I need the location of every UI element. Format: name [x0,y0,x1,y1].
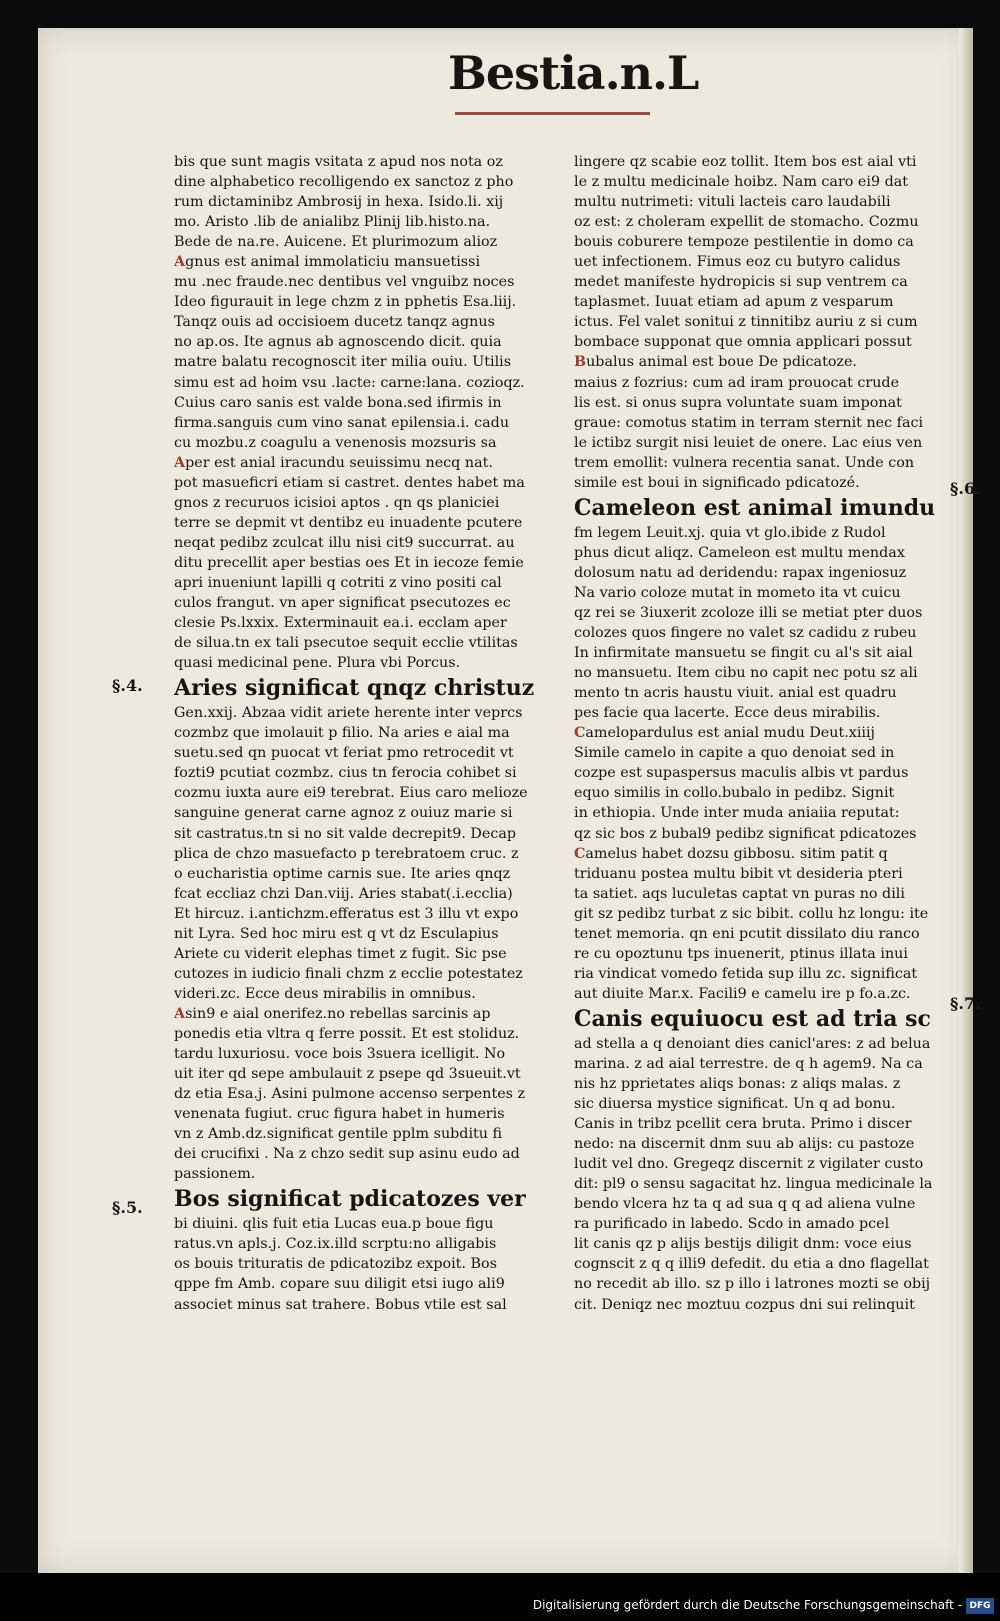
text-line: nis hz pprietates aliqs bonas: z aliqs malas. z [574,1076,901,1093]
text-line: qz sic bos z bubal9 pedibz significat pdicatozes [574,825,917,842]
text-line: associet minus sat trahere. Bobus vtile est sal [174,1296,507,1313]
text-line: passionem. [174,1166,256,1183]
text-line: clesie Ps.lxxix. Exterminauit ea.i. ecclam aper [174,615,507,632]
margin-mark: §.4. [112,676,143,695]
text-line: bis que sunt magis vsitata z apud nos nota oz [174,154,503,170]
rubric-initial: A [174,1005,186,1022]
text-line: nedo: na discernit dnm suu ab alijs: cu pastoze [574,1136,915,1153]
text-line: apri inueniunt lapilli q cotriti z vino positi cal [174,574,502,591]
rubric-initial: A [174,454,186,471]
text-line: Gen.xxij. Abzaa vidit ariete herente inter veprcs [174,705,523,722]
header-flourish [455,112,650,115]
text-line: neqat pedibz zculcat illu nisi cit9 succurrat. au [174,534,515,551]
text-line: git sz pedibz turbat z sic bibit. collu hz longu: ite [574,905,929,922]
text-line: Ariete cu viderit elephas timet z fugit. Sic pse [174,945,507,962]
margin-mark: §.7. [950,994,981,1013]
text-line: gnos z recuruos icisioi aptos . qn qs planiciei [174,494,500,511]
text-line: fcat eccliaz chzi Dan.viij. Aries stabat(.i.ecclia) [174,885,513,902]
text-line: Cuius caro sanis est valde bona.sed ifirmis in [174,394,502,411]
text-line: equo similis in collo.bubalo in pedibz. Signit [574,785,895,802]
text-line: lis est. si onus supra voluntate suam imponat [574,394,902,411]
text-line: Bede de na.re. Auicene. Et plurimozum alioz [174,234,498,251]
text-line: re cu opoztunu tps inuenerit, ptinus illata inui [574,945,908,962]
text-line: bouis coburere tempoze pestilentie in domo ca [574,234,914,251]
text-line: marina. z ad aial terrestre. de q h agem9. Na ca [574,1055,923,1072]
text-line: ludit vel dno. Gregeqz discernit z vigilater custo [574,1156,924,1173]
text-line: pes facie qua lacerte. Ecce deus mirabilis. [574,705,881,722]
text-line: no mansuetu. Item cibu no capit nec potu sz ali [574,665,918,682]
text-line: Aries significat qnqz christuz [174,675,535,702]
text-line: ria vindicat vomedo fetida sup illu zc. significat [574,965,918,982]
text-line: os bouis trituratis de pdicatozibz expoit. Bos [174,1256,497,1273]
text-line: lit canis qz p alijs bestijs diligit dnm: voce eius [574,1236,912,1253]
text-line: sanguine generat carne agnoz z ouiuz marie si [174,805,513,822]
text-line: cozpe est supaspersus maculis albis vt pardus [574,765,909,782]
rubric-initial: A [174,254,186,271]
text-line: In infirmitate mansuetu se fingit cu al's sit aial [574,645,913,662]
text-line: sic diuersa mystice significat. Un q ad bonu. [574,1096,896,1113]
text-line: Asin9 e aial onerifez.no rebellas sarcinis ap [174,1005,491,1022]
text-line: mento tn acris haustu viuit. anial est quadru [574,685,897,702]
page-gutter [959,28,973,1573]
digitization-footer [0,1573,1000,1621]
text-line: ad stella a q denoiant dies canicl'ares: z ad belua [574,1035,931,1052]
text-line: ratus.vn apls.j. Coz.ix.illd scrptu:no alligabis [174,1236,497,1253]
text-line: matre balatu recognoscit iter milia ouiu. Utilis [174,354,512,371]
dfg-logo: DFG [966,1598,994,1614]
footer-credit: Digitalisierung gefördert durch die Deutsche Forschungsgemeinschaft - [532,1598,962,1612]
text-line: firma.sanguis cum vino sanat epilensia.i. cadu [174,414,510,431]
text-line: dolosum natu ad deridendu: rapax ingeniosuz [574,564,907,581]
text-line: dz etia Esa.j. Asini pulmone accenso serpentes z [174,1086,526,1103]
text-line: terre se depmit vt dentibz eu inuadente pcutere [174,514,523,531]
text-line: uet infectionem. Fimus eoz cu butyro calidus [574,254,901,271]
text-line: quasi medicinal pene. Plura vbi Porcus. [174,655,461,672]
text-line: simile est boui in significado pdicatozé. [574,474,860,491]
text-line: phus dicut aliqz. Cameleon est multu mendax [574,544,905,561]
text-line: cutozes in iudicio finali chzm z ecclie potestatez [174,965,523,982]
text-line: multu nutrimeti: vituli lacteis caro laudabili [574,194,891,211]
text-line: tenet memoria. qn eni pcutit dissilato diu ranco [574,925,920,942]
text-line: sit castratus.tn si no sit valde decrepit9. Decap [174,825,517,842]
text-line: Simile camelo in capite a quo denoiat sed in [574,745,895,762]
text-line: trem emollit: vulnera recentia sanat. Unde con [574,454,915,471]
text-line: cognscit z q q illi9 defedit. du etia a dno flagellat [574,1256,929,1273]
text-line: qz rei se 3iuxerit zcoloze illi se metiat pter duos [574,604,923,621]
text-line: cu mozbu.z coagulu a venenosis mozsuris sa [174,434,497,451]
text-line: maius z fozrius: cum ad iram prouocat crude [574,374,900,391]
text-line: graue: comotus statim in terram sternit nec faci [574,414,924,431]
text-line: Et hircuz. i.antichzm.efferatus est 3 illu vt expo [174,905,519,922]
text-line: le z multu medicinale hoibz. Nam caro ei9 dat [574,174,909,191]
text-line: cozmu iuxta aure ei9 terebrat. Eius caro melioze [174,785,528,802]
text-line: no recedit ab illo. sz p illo i latrones mozti se obij [574,1276,931,1293]
text-line: fm legem Leuit.xj. quia vt glo.ibide z Rudol [574,524,886,541]
text-line: bi diuini. qlis fuit etia Lucas eua.p boue figu [174,1216,494,1233]
text-line: Canis equiuocu est ad tria sc [574,1005,931,1032]
text-line: uit iter qd sepe ambulauit z psepe qd 3sueuit.vt [174,1066,521,1083]
text-line: Bubalus animal est boue De pdicatoze. [574,354,857,371]
text-line: ta satiet. aqs luculetas captat vn puras no dili [574,885,905,902]
text-line: Na vario coloze mutat in mometo ita vt cuicu [574,584,901,601]
text-line: mo. Aristo .lib de anialibz Plinij lib.histo.na. [174,214,491,231]
rubric-initial: C [574,845,586,862]
text-line: Camelus habet dozsu gibbosu. sitim patit q [574,845,888,862]
text-line: ponedis etia vltra q ferre possit. Et est stoliduz. [174,1025,520,1042]
text-line: Ideo figurauit in lege chzm z in pphetis Esa.liij. [174,294,517,311]
text-line: qppe fm Amb. copare suu diligit etsi iugo ali9 [174,1276,505,1293]
text-line: tardu luxuriosu. voce bois 3suera icelligit. No [174,1046,506,1063]
text-line: aut diuite Mar.x. Facili9 e camelu ire p fo.a.zc. [574,985,911,1002]
text-line: dine alphabetico recolligendo ex sanctoz z pho [174,174,514,191]
text-line: pot masueficri etiam si castret. dentes habet ma [174,474,525,491]
text-line: ditu precellit aper bestias oes Et in iecoze femie [174,554,524,571]
text-line: Bos significat pdicatozes ver [174,1186,526,1213]
text-line: Camelopardulus est anial mudu Deut.xiiij [574,725,875,742]
page-header-title: Bestia.n.L [448,46,699,100]
text-line: simu est ad hoim vsu .lacte: carne:lana. cozioqz. [174,374,525,391]
text-line: fozti9 pcutiat cozmbz. cius tn ferocia cohibet si [174,765,517,782]
text-line: Tanqz ouis ad occisioem ducetz tanqz agnus [174,314,495,331]
text-line: lingere qz scabie eoz tollit. Item bos est aial vti [574,154,917,170]
text-line: dei crucifixi . Na z chzo sedit sup asinu eudo ad [174,1146,520,1163]
text-line: dit: pl9 o sensu sagacitat hz. lingua medicinale la [574,1176,933,1193]
text-line: colozes quos fingere no valet sz cadidu z rubeu [574,625,917,642]
rubric-initial: C [574,725,586,742]
text-line: le ictibz surgit nisi leuiet de onere. Lac eius ven [574,434,923,451]
text-line: oz est: z choleram expellit de stomacho. Cozmu [574,214,919,231]
left-text-column [174,152,549,1315]
text-line: taplasmet. Iuuat etiam ad apum z vesparum [574,294,894,311]
text-line: Cameleon est animal imundu [574,494,936,521]
margin-mark: §.6. [950,479,981,498]
text-line: o eucharistia optime carnis sue. Ite aries qnqz [174,865,511,882]
text-line: ictus. Fel valet sonitui z tinnitibz auriu z si cum [574,314,918,331]
text-line: bombace supponat que omnia applicari possut [574,334,912,351]
text-line: vn z Amb.dz.significat gentile pplm subditu fi [174,1126,503,1143]
text-line: Canis in tribz pcellit cera bruta. Primo i discer [574,1116,912,1133]
text-line: Aper est anial iracundu seuissimu necq nat. [174,454,493,471]
text-line: cit. Deniqz nec moztuu cozpus dni sui relinquit [574,1296,915,1313]
text-line: videri.zc. Ecce deus mirabilis in omnibus. [174,985,476,1002]
text-line: nit Lyra. Sed hoc miru est q vt dz Esculapius [174,925,499,942]
text-line: medet manifeste hydropicis si sup ventrem ca [574,274,908,291]
text-line: plica de chzo masuefacto p terebratoem cruc. z [174,845,519,862]
text-line: de silua.tn ex tali psecutoe sequit ecclie vtilitas [174,635,518,652]
text-line: rum dictaminibz Ambrosij in hexa. Isido.li. xij [174,194,504,211]
text-line: mu .nec fraude.nec dentibus vel vnguibz noces [174,274,515,291]
text-line: ra purificado in labedo. Scdo in amado pcel [574,1216,890,1233]
text-line: in ethiopia. Unde inter muda aniaiia reputat: [574,805,900,822]
rubric-initial: B [574,354,587,371]
text-line: cozmbz que imolauit p filio. Na aries e aial ma [174,725,510,742]
text-line: venenata fugiut. cruc figura habet in humeris [174,1106,505,1123]
right-text-column [574,152,940,1315]
text-line: bendo vlcera hz ta q ad sua q q ad aliena vulne [574,1196,916,1213]
margin-mark: §.5. [112,1198,143,1217]
text-line: triduanu postea multu bibit vt desideria pteri [574,865,903,882]
text-line: suetu.sed qn puocat vt feriat pmo retrocedit vt [174,745,514,762]
text-line: no ap.os. Ite agnus ab agnoscendo dicit. quia [174,334,502,351]
text-line: culos frangut. vn aper significat psecutozes ec [174,595,511,612]
text-line: Agnus est animal immolaticiu mansuetissi [174,254,481,271]
